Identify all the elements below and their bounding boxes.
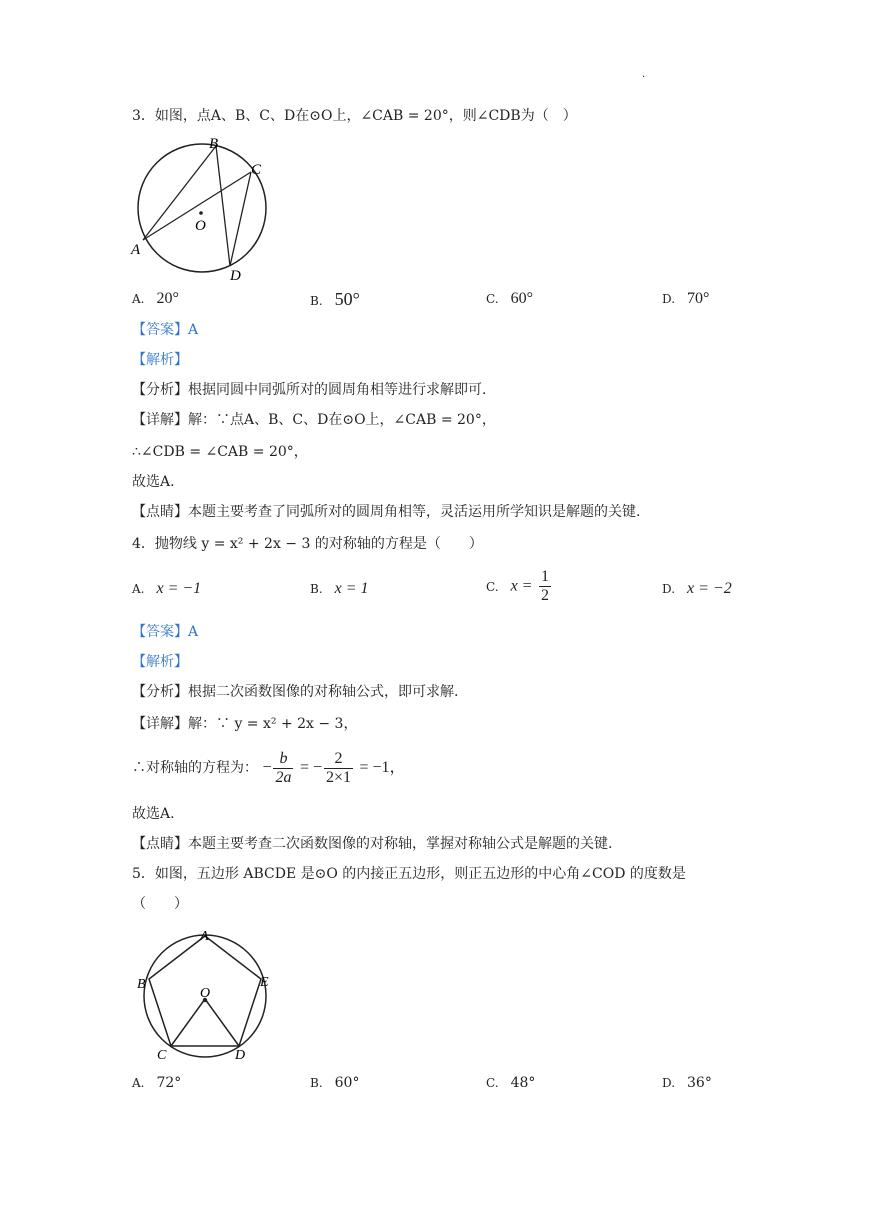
label-A: A (131, 242, 141, 258)
q5-stem-line2: （ ） (132, 896, 188, 912)
q3-choose: 故选A. (132, 474, 175, 490)
q3-option-c: C. 60° (486, 290, 533, 307)
q3-answer: 【答案】A (132, 322, 199, 338)
q4-option-a: A. x = −1 (132, 580, 202, 597)
q4-axis-formula: ∴对称轴的方程为： − $\frac{b}{2a}$ = − $\frac{2}{2\times 1}$ = −1， (132, 749, 406, 786)
q4-option-d: D. x = −2 (662, 580, 732, 597)
q3-analysis-header: 【解析】 (132, 352, 188, 368)
q5-option-b: B. 60° (310, 1075, 360, 1091)
q3-therefore: ∴∠CDB = ∠CAB = 20°， (132, 444, 308, 460)
q4-xiangjie: 【详解】解：∵ y = x² + 2x − 3， (132, 716, 358, 732)
label-C: C (251, 162, 262, 178)
q3-option-b: B. 50° (310, 289, 360, 309)
label-O: O (195, 218, 206, 234)
q3-option-a: A. 20° (132, 290, 179, 307)
q5-stem: 5．如图，五边形 ABCDE 是⊙O 的内接正五边形，则正五边形的中心角∠COD 的度数是 (132, 866, 686, 882)
label-D: D (235, 1048, 246, 1063)
q4-answer: 【答案】A (132, 624, 199, 640)
corner-mark: · (642, 72, 646, 83)
label-D: D (230, 268, 241, 284)
q3-option-d: D. 70° (662, 290, 710, 307)
q5-option-a: A. 72° (132, 1075, 182, 1091)
q5-option-d: D. 36° (662, 1075, 712, 1091)
q4-dianjing: 【点睛】本题主要考查二次函数图像的对称轴，掌握对称轴公式是解题的关键. (132, 836, 613, 852)
q4-analysis-header: 【解析】 (132, 654, 188, 670)
label-O: O (200, 986, 211, 1001)
q4-option-b: B. x = 1 (310, 580, 369, 597)
q5-option-c: C. 48° (486, 1075, 536, 1091)
q3-circle-figure (128, 134, 278, 284)
label-E: E (260, 975, 269, 990)
q3-dianjing: 【点睛】本题主要考查了同弧所对的圆周角相等，灵活运用所学知识是解题的关键. (132, 504, 641, 520)
label-B: B (137, 977, 146, 992)
label-B: B (209, 136, 219, 152)
q3-xiangjie: 【详解】解：∵点A、B、C、D在⊙O上，∠CAB = 20°， (132, 412, 496, 428)
q5-pentagon-figure (134, 926, 280, 1066)
q4-fenxi: 【分析】根据二次函数图像的对称轴公式，即可求解. (132, 684, 459, 700)
q4-stem: 4．抛物线 y = x² + 2x − 3 的对称轴的方程是（ ） (132, 536, 483, 552)
q3-stem: 3．如图，点A、B、C、D在⊙O上，∠CAB = 20°，则∠CDB为（ ） (132, 108, 577, 124)
q4-choose: 故选A. (132, 806, 175, 822)
q3-fenxi: 【分析】根据同圆中同弧所对的圆周角相等进行求解即可. (132, 382, 487, 398)
label-C: C (157, 1048, 167, 1063)
q4-option-c: C. x = $\frac{1}{2}$ (486, 568, 549, 604)
label-A: A (200, 929, 209, 944)
